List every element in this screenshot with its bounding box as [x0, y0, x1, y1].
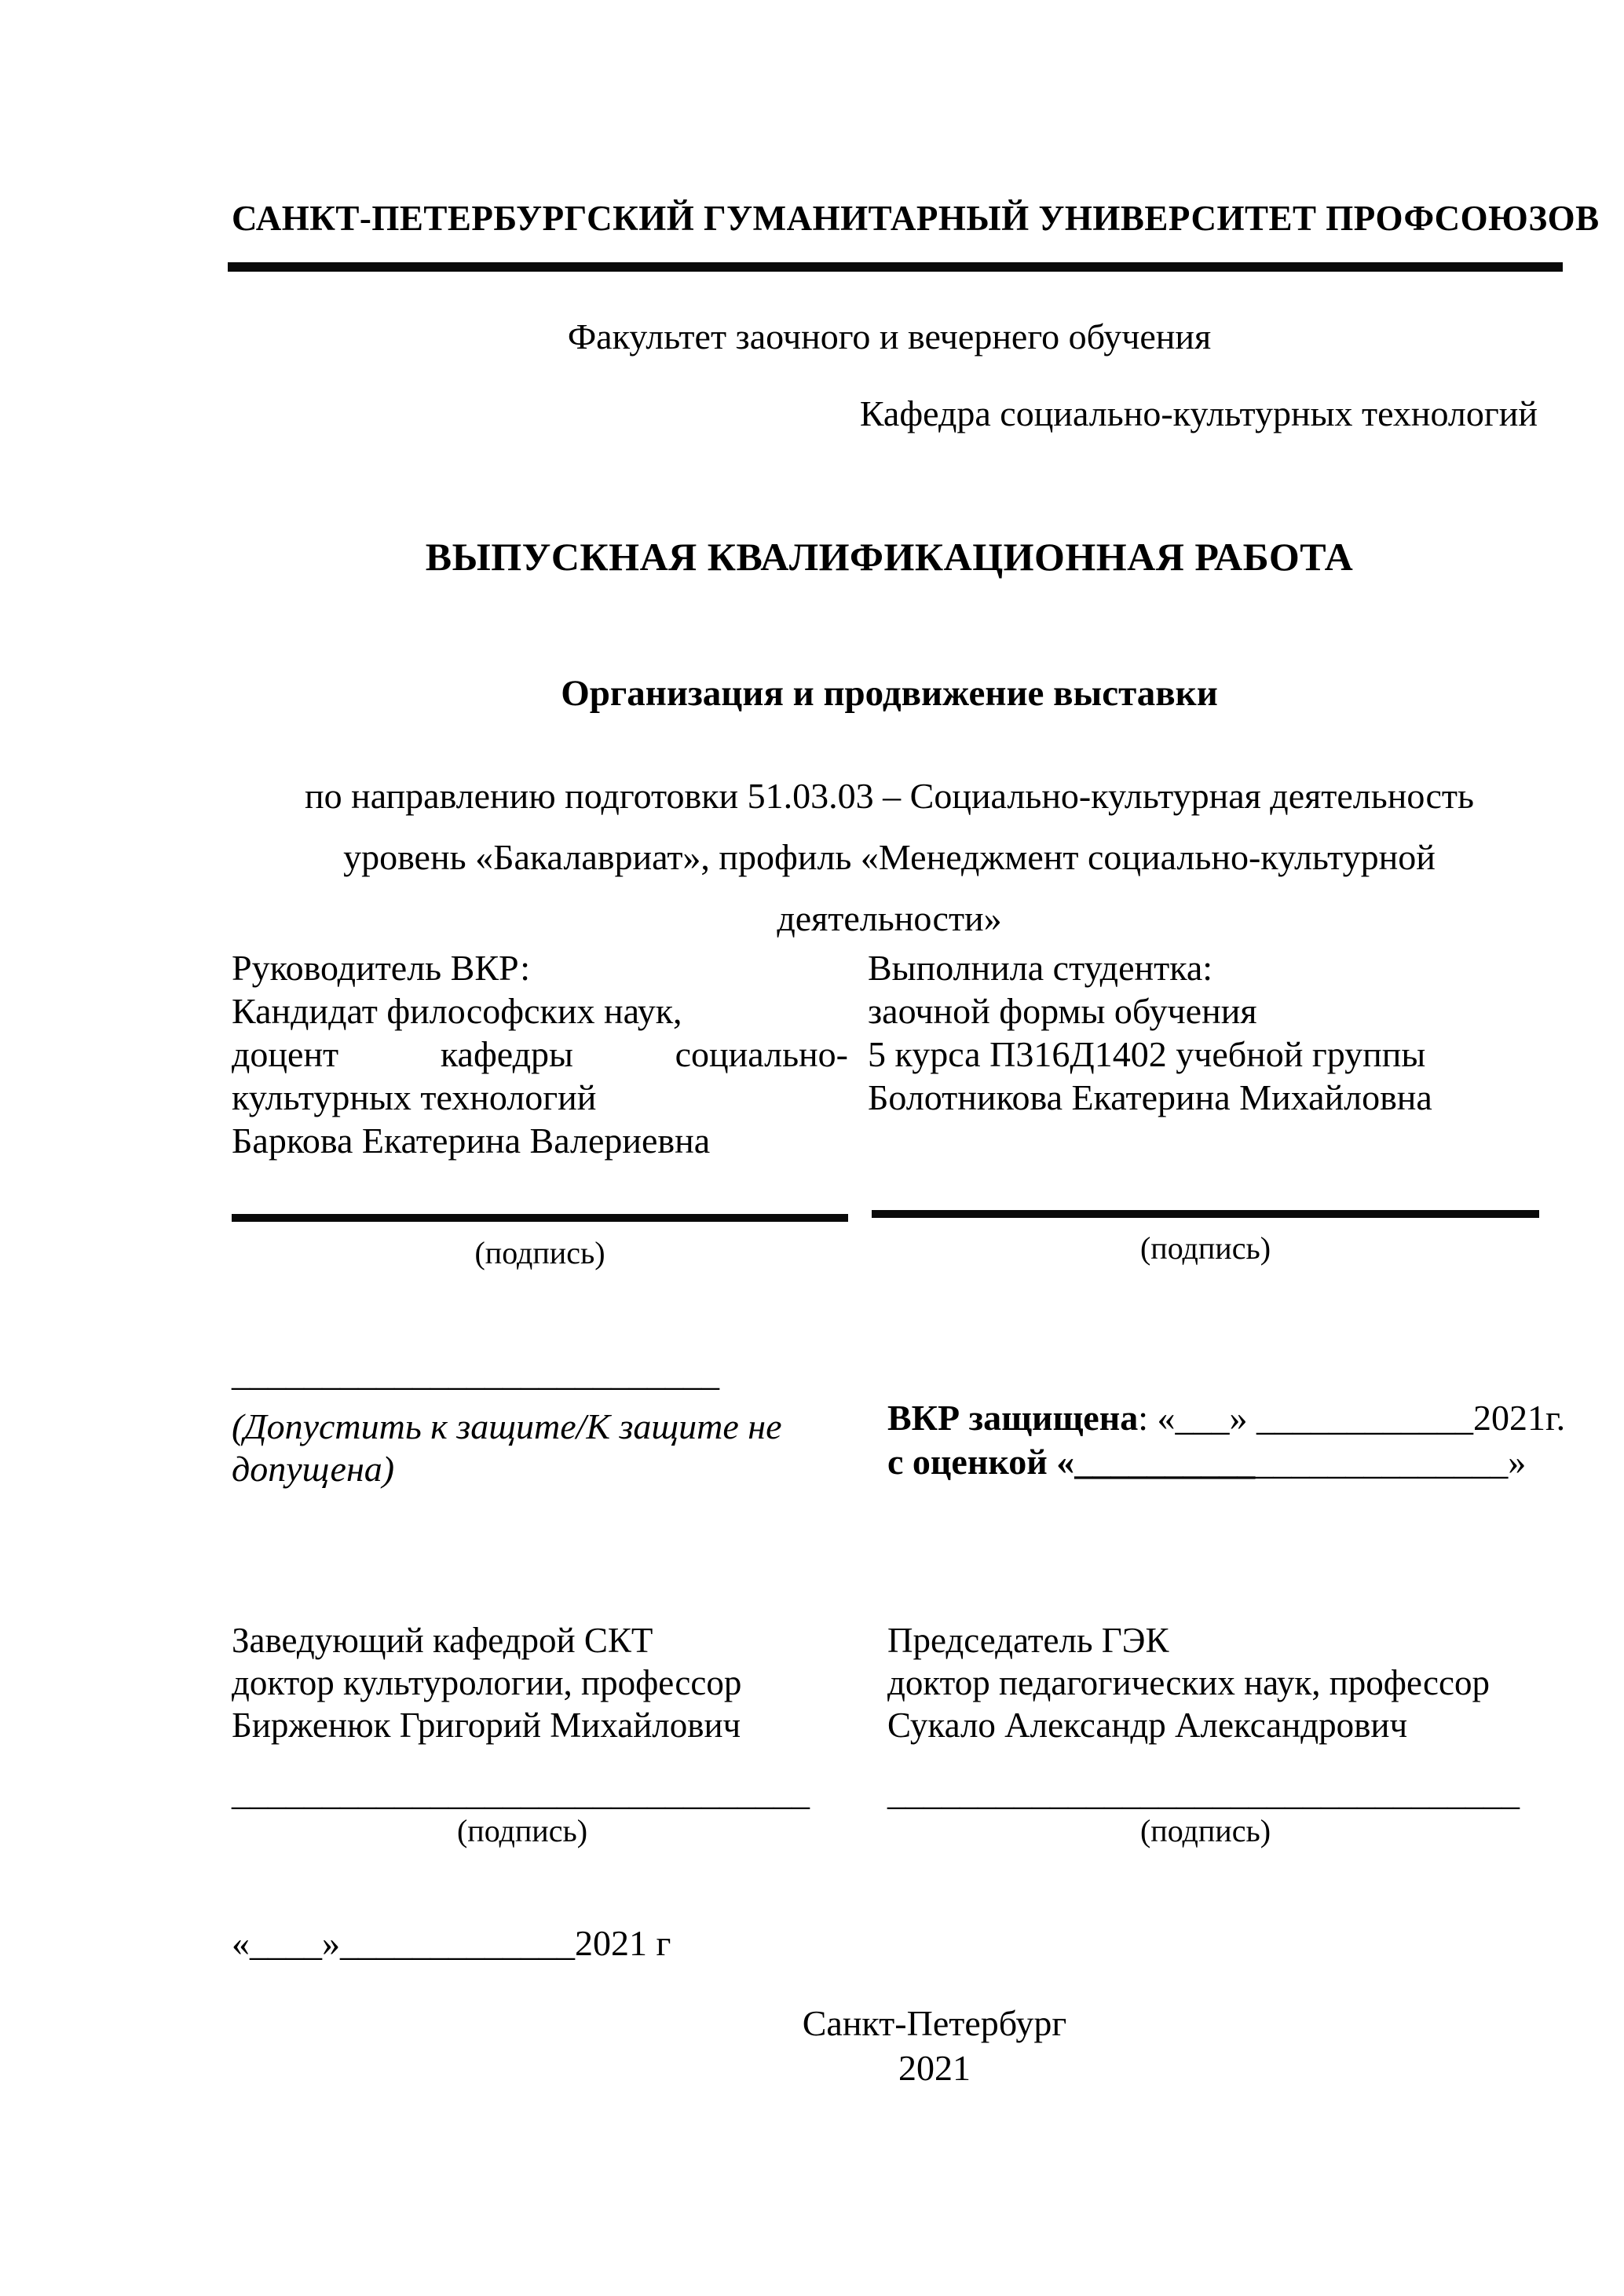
defense-grade-close: »: [1508, 1442, 1527, 1482]
defense-defended-rest: : «___» ____________2021г.: [1138, 1398, 1566, 1438]
supervisor-label: Руководитель ВКР:: [232, 948, 531, 988]
student-name: Болотникова Екатерина Михайловна: [868, 1077, 1432, 1117]
student-group: 5 курса П316Д1402 учебной группы: [868, 1034, 1426, 1074]
defense-grade-line: [887, 1440, 1555, 1484]
admission-note: [232, 1406, 781, 1490]
footer-block: [243, 2001, 1624, 2090]
defense-grade-blank: ______________: [1255, 1442, 1509, 1482]
department-head-blank-line: ________________________________: [232, 1772, 810, 1812]
program-line-3: деятельности»: [777, 898, 1002, 938]
student-signature-caption: (подпись): [1139, 1230, 1271, 1266]
student-block: [868, 946, 1547, 1119]
committee-chair-position-1: Председатель ГЭК: [887, 1621, 1169, 1660]
defense-date-line: [887, 1396, 1566, 1440]
admission-note-line-2: допущена): [232, 1449, 395, 1489]
header-rule: [228, 262, 1563, 272]
department-head-name: Бирженюк Григорий Михайлович: [232, 1706, 741, 1745]
supervisor-position-word-1: доцент: [232, 1034, 339, 1074]
supervisor-position-word-3: социально-: [675, 1034, 848, 1074]
department-line: Кафедра социально-культурных технологий: [859, 393, 1538, 433]
supervisor-block: [232, 946, 848, 1162]
program-paragraph: [232, 766, 1547, 949]
committee-chair-block: [887, 1619, 1555, 1746]
department-head-block: [232, 1619, 860, 1746]
defense-grade-blank-bold: __________: [1074, 1442, 1256, 1482]
department-head-signature-caption: (подпись): [456, 1813, 588, 1848]
department-head-position-1: Заведующий кафедрой СКТ: [232, 1621, 653, 1660]
committee-chair-blank-line: ___________________________________: [887, 1772, 1520, 1812]
faculty-line: Факультет заочного и вечернего обучения: [567, 316, 1212, 356]
committee-chair-name: Сукало Александр Александрович: [887, 1706, 1408, 1745]
student-label: Выполнила студентка:: [868, 948, 1213, 988]
supervisor-name: Баркова Екатерина Валериевна: [232, 1121, 711, 1161]
supervisor-position-word-2: кафедры: [440, 1034, 573, 1074]
student-study-form: заочной формы обучения: [868, 991, 1257, 1031]
supervisor-signature-caption: (подпись): [474, 1235, 605, 1270]
footer-city: Санкт-Петербург: [802, 2003, 1067, 2043]
admission-note-line-1: (Допустить к защите/К защите не: [232, 1406, 782, 1446]
work-topic: Организация и продвижение выставки: [561, 673, 1218, 714]
university-name: САНКТ-ПЕТЕРБУРГСКИЙ ГУМАНИТАРНЫЙ УНИВЕРСИТЕТ ПРОФСОЮЗОВ: [232, 199, 1600, 238]
committee-chair-signature-caption: (подпись): [1139, 1813, 1271, 1848]
supervisor-degree: Кандидат философских наук,: [232, 991, 682, 1031]
work-type-title: ВЫПУСКНАЯ КВАЛИФИКАЦИОННАЯ РАБОТА: [425, 535, 1354, 579]
supervisor-position-justified: [232, 1033, 848, 1076]
program-line-1: по направлению подготовки 51.03.03 – Социально-культурная деятельность: [304, 776, 1474, 816]
supervisor-signature-line: [232, 1214, 848, 1222]
student-signature-line: [872, 1210, 1539, 1218]
defense-defended-label: ВКР защищена: [887, 1398, 1139, 1438]
admission-blank-line: ___________________________: [232, 1353, 719, 1393]
department-head-position-2: доктор культурологии, профессор: [232, 1663, 742, 1702]
footer-year: 2021: [898, 2048, 971, 2088]
program-line-2: уровень «Бакалавриат», профиль «Менеджмент социально-культурной: [343, 837, 1436, 877]
committee-chair-position-2: доктор педагогических наук, профессор: [887, 1663, 1490, 1702]
supervisor-position-cont: культурных технологий: [232, 1077, 597, 1117]
defense-grade-label: с оценкой «: [887, 1442, 1075, 1482]
defense-block: [887, 1396, 1566, 1484]
date-line: «____»_____________2021 г: [232, 1923, 671, 1963]
